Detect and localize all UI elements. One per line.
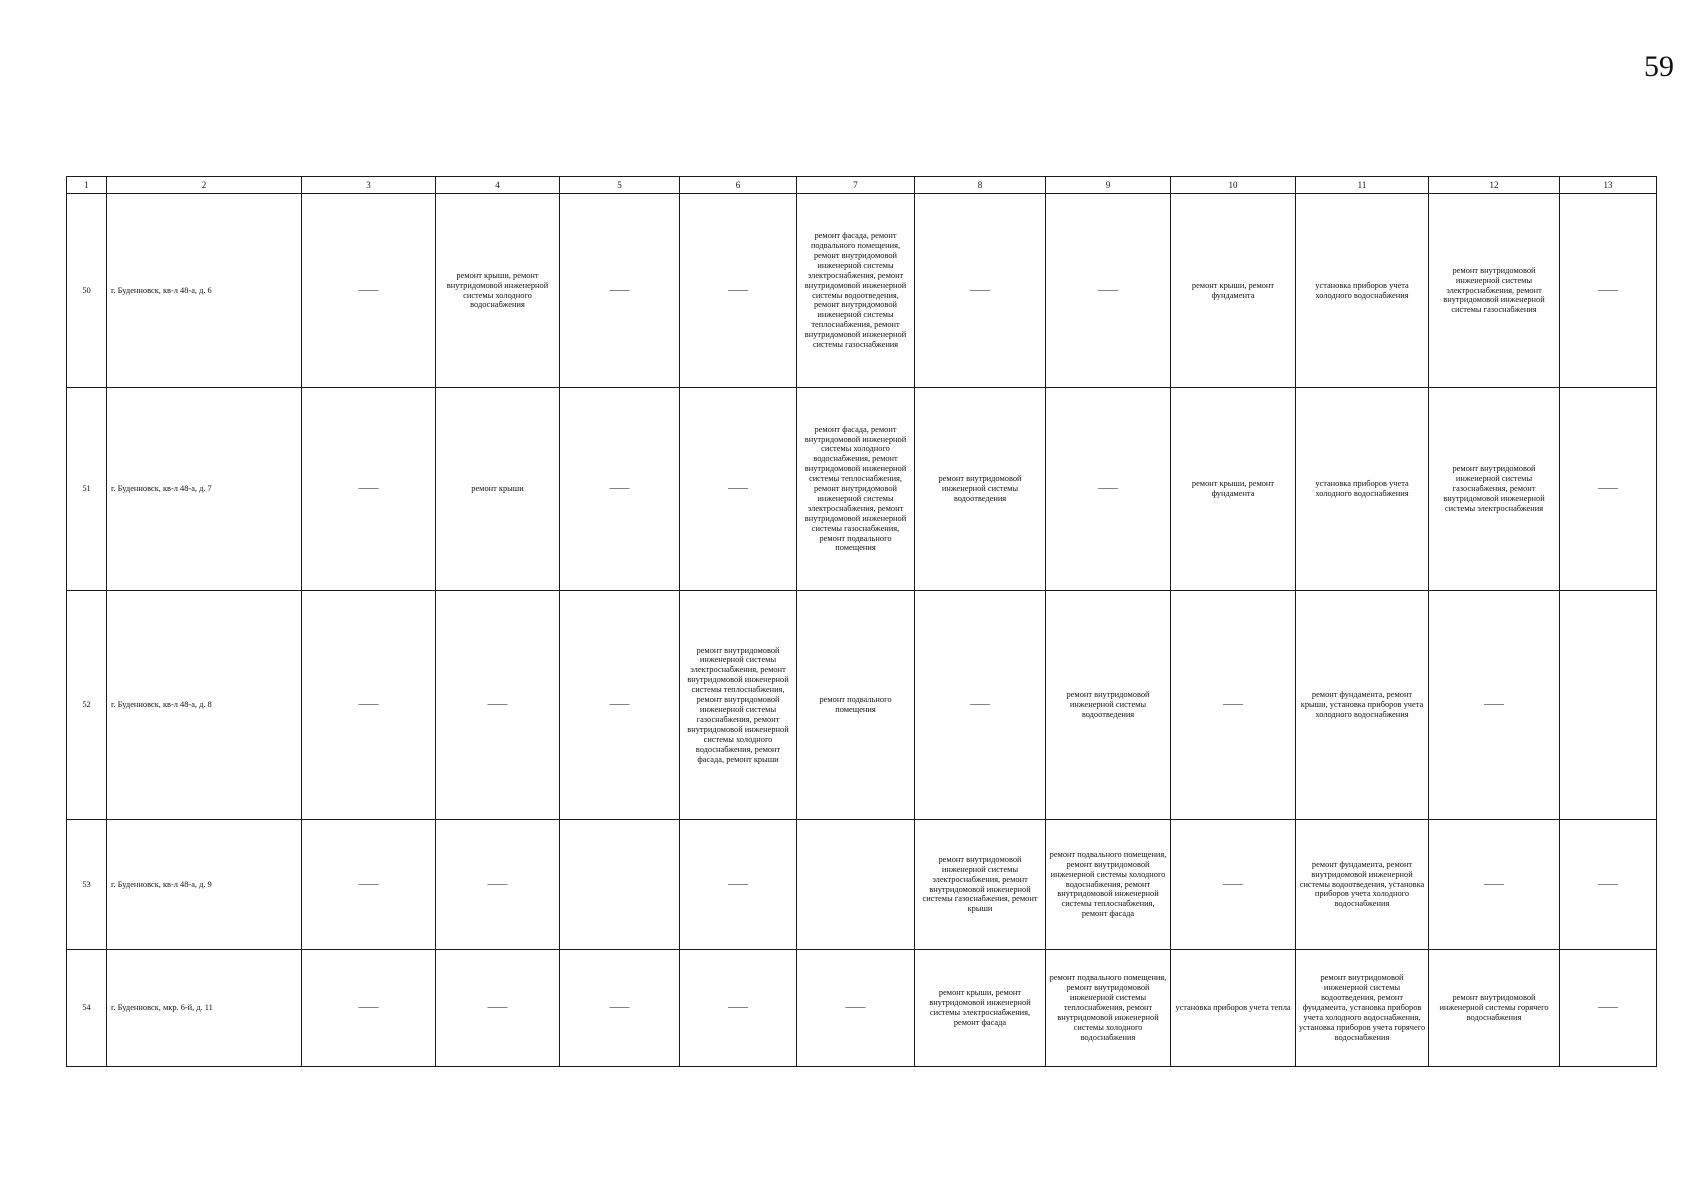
table-cell: —— bbox=[1046, 194, 1171, 388]
table-cell: установка приборов учета холодного водоснабжения bbox=[1296, 194, 1429, 388]
column-header: 3 bbox=[302, 177, 436, 194]
table-cell: —— bbox=[436, 820, 560, 950]
column-header: 1 bbox=[67, 177, 107, 194]
column-header: 9 bbox=[1046, 177, 1171, 194]
table-cell bbox=[1560, 591, 1657, 820]
table-cell: —— bbox=[680, 950, 797, 1067]
table-cell: ремонт подвального помещения, ремонт внутридомовой инженерной системы теплоснабжения, ремонт внутридомовой инженерной системы холодного водоснабжения bbox=[1046, 950, 1171, 1067]
table-cell: —— bbox=[560, 950, 680, 1067]
table-cell: —— bbox=[302, 194, 436, 388]
table-row bbox=[67, 950, 1657, 1067]
repair-schedule-table bbox=[66, 176, 1657, 1067]
address-cell: г. Буденновск, кв-л 48-а, д. 9 bbox=[107, 820, 302, 950]
column-header: 6 bbox=[680, 177, 797, 194]
column-header: 13 bbox=[1560, 177, 1657, 194]
table-cell: —— bbox=[302, 950, 436, 1067]
table-cell: —— bbox=[915, 194, 1046, 388]
row-number: 53 bbox=[67, 820, 107, 950]
table-cell: —— bbox=[436, 591, 560, 820]
table-cell: —— bbox=[1429, 820, 1560, 950]
table-cell: ремонт внутридомовой инженерной системы газоснабжения, ремонт внутридомовой инженерной системы электроснабжения bbox=[1429, 388, 1560, 591]
table-cell bbox=[560, 820, 680, 950]
column-header: 5 bbox=[560, 177, 680, 194]
table-cell: ремонт фундамента, ремонт внутридомовой инженерной системы водоотведения, установка приборов учета холодного водоснабжения bbox=[1296, 820, 1429, 950]
table-cell: ремонт крыши bbox=[436, 388, 560, 591]
column-header: 11 bbox=[1296, 177, 1429, 194]
table-cell: —— bbox=[560, 388, 680, 591]
table-cell: —— bbox=[560, 591, 680, 820]
column-header: 12 bbox=[1429, 177, 1560, 194]
table-row bbox=[67, 194, 1657, 388]
table-cell: —— bbox=[1560, 388, 1657, 591]
table-row bbox=[67, 388, 1657, 591]
table-cell: ремонт крыши, ремонт фундамента bbox=[1171, 194, 1296, 388]
table-cell: ремонт внутридомовой инженерной системы электроснабжения, ремонт внутридомовой инженерной системы теплоснабжения, ремонт внутридомовой инженерной системы газоснабжения, ремонт внутридомовой инженерной системы холодного водоснабжения, ремонт фасада, ремонт крыши bbox=[680, 591, 797, 820]
table-cell: —— bbox=[1560, 820, 1657, 950]
table-cell: —— bbox=[680, 388, 797, 591]
table-cell: —— bbox=[1560, 194, 1657, 388]
table-cell: —— bbox=[302, 388, 436, 591]
table-cell: ремонт фундамента, ремонт крыши, установка приборов учета холодного водоснабжения bbox=[1296, 591, 1429, 820]
row-number: 50 bbox=[67, 194, 107, 388]
table-cell: —— bbox=[1046, 388, 1171, 591]
table-cell: —— bbox=[302, 820, 436, 950]
column-header: 4 bbox=[436, 177, 560, 194]
table-cell: ремонт внутридомовой инженерной системы электроснабжения, ремонт внутридомовой инженерной системы газоснабжения bbox=[1429, 194, 1560, 388]
address-cell: г. Буденновск, кв-л 48-а, д. 7 bbox=[107, 388, 302, 591]
row-number: 54 bbox=[67, 950, 107, 1067]
column-header: 7 bbox=[797, 177, 915, 194]
table-cell: ремонт крыши, ремонт фундамента bbox=[1171, 388, 1296, 591]
table-cell: ремонт крыши, ремонт внутридомовой инженерной системы холодного водоснабжения bbox=[436, 194, 560, 388]
column-header: 10 bbox=[1171, 177, 1296, 194]
table-cell: —— bbox=[302, 591, 436, 820]
table-cell: ремонт фасада, ремонт внутридомовой инженерной системы холодного водоснабжения, ремонт внутридомовой инженерной системы теплоснабжения, ремонт внутридомовой инженерной системы электроснабжения, ремонт внутридомовой инженерной системы газоснабжения, ремонт подвального помещения bbox=[797, 388, 915, 591]
address-cell: г. Буденновск, кв-л 48-а, д. 6 bbox=[107, 194, 302, 388]
table-cell: —— bbox=[1171, 591, 1296, 820]
table-cell: ремонт подвального помещения, ремонт внутридомовой инженерной системы холодного водоснабжения, ремонт внутридомовой инженерной системы теплоснабжения, ремонт фасада bbox=[1046, 820, 1171, 950]
table-cell: ремонт фасада, ремонт подвального помещения, ремонт внутридомовой инженерной системы электроснабжения, ремонт внутридомовой инженерной системы водоотведения, ремонт внутридомовой инженерной системы теплоснабжения, ремонт внутридомовой инженерной системы газоснабжения bbox=[797, 194, 915, 388]
table-cell: —— bbox=[1560, 950, 1657, 1067]
table-cell: ремонт внутридомовой инженерной системы горячего водоснабжения bbox=[1429, 950, 1560, 1067]
table-cell: —— bbox=[1171, 820, 1296, 950]
row-number: 52 bbox=[67, 591, 107, 820]
table-cell: —— bbox=[797, 950, 915, 1067]
table-row bbox=[67, 820, 1657, 950]
row-number: 51 bbox=[67, 388, 107, 591]
table-cell: ремонт внутридомовой инженерной системы водоотведения bbox=[1046, 591, 1171, 820]
table-cell bbox=[797, 820, 915, 950]
table-cell: —— bbox=[1429, 591, 1560, 820]
table-cell: установка приборов учета тепла bbox=[1171, 950, 1296, 1067]
table-row bbox=[67, 591, 1657, 820]
table-cell: —— bbox=[915, 591, 1046, 820]
table-cell: ремонт подвального помещения bbox=[797, 591, 915, 820]
table-cell: —— bbox=[680, 820, 797, 950]
table-cell: ремонт крыши, ремонт внутридомовой инженерной системы электроснабжения, ремонт фасада bbox=[915, 950, 1046, 1067]
address-cell: г. Буденновск, кв-л 48-а, д. 8 bbox=[107, 591, 302, 820]
table-cell: ремонт внутридомовой инженерной системы электроснабжения, ремонт внутридомовой инженерной системы газоснабжения, ремонт крыши bbox=[915, 820, 1046, 950]
page-number: 59 bbox=[1644, 50, 1674, 83]
table-cell: ремонт внутридомовой инженерной системы водоотведения, ремонт фундамента, установка приборов учета холодного водоснабжения, установка приборов учета горячего водоснабжения bbox=[1296, 950, 1429, 1067]
column-header: 2 bbox=[107, 177, 302, 194]
table-cell: ремонт внутридомовой инженерной системы водоотведения bbox=[915, 388, 1046, 591]
table-cell: —— bbox=[680, 194, 797, 388]
table-cell: установка приборов учета холодного водоснабжения bbox=[1296, 388, 1429, 591]
address-cell: г. Буденновск, мкр. 6-й, д. 11 bbox=[107, 950, 302, 1067]
column-number-row bbox=[67, 177, 1657, 194]
table-cell: —— bbox=[436, 950, 560, 1067]
table-cell: —— bbox=[560, 194, 680, 388]
column-header: 8 bbox=[915, 177, 1046, 194]
